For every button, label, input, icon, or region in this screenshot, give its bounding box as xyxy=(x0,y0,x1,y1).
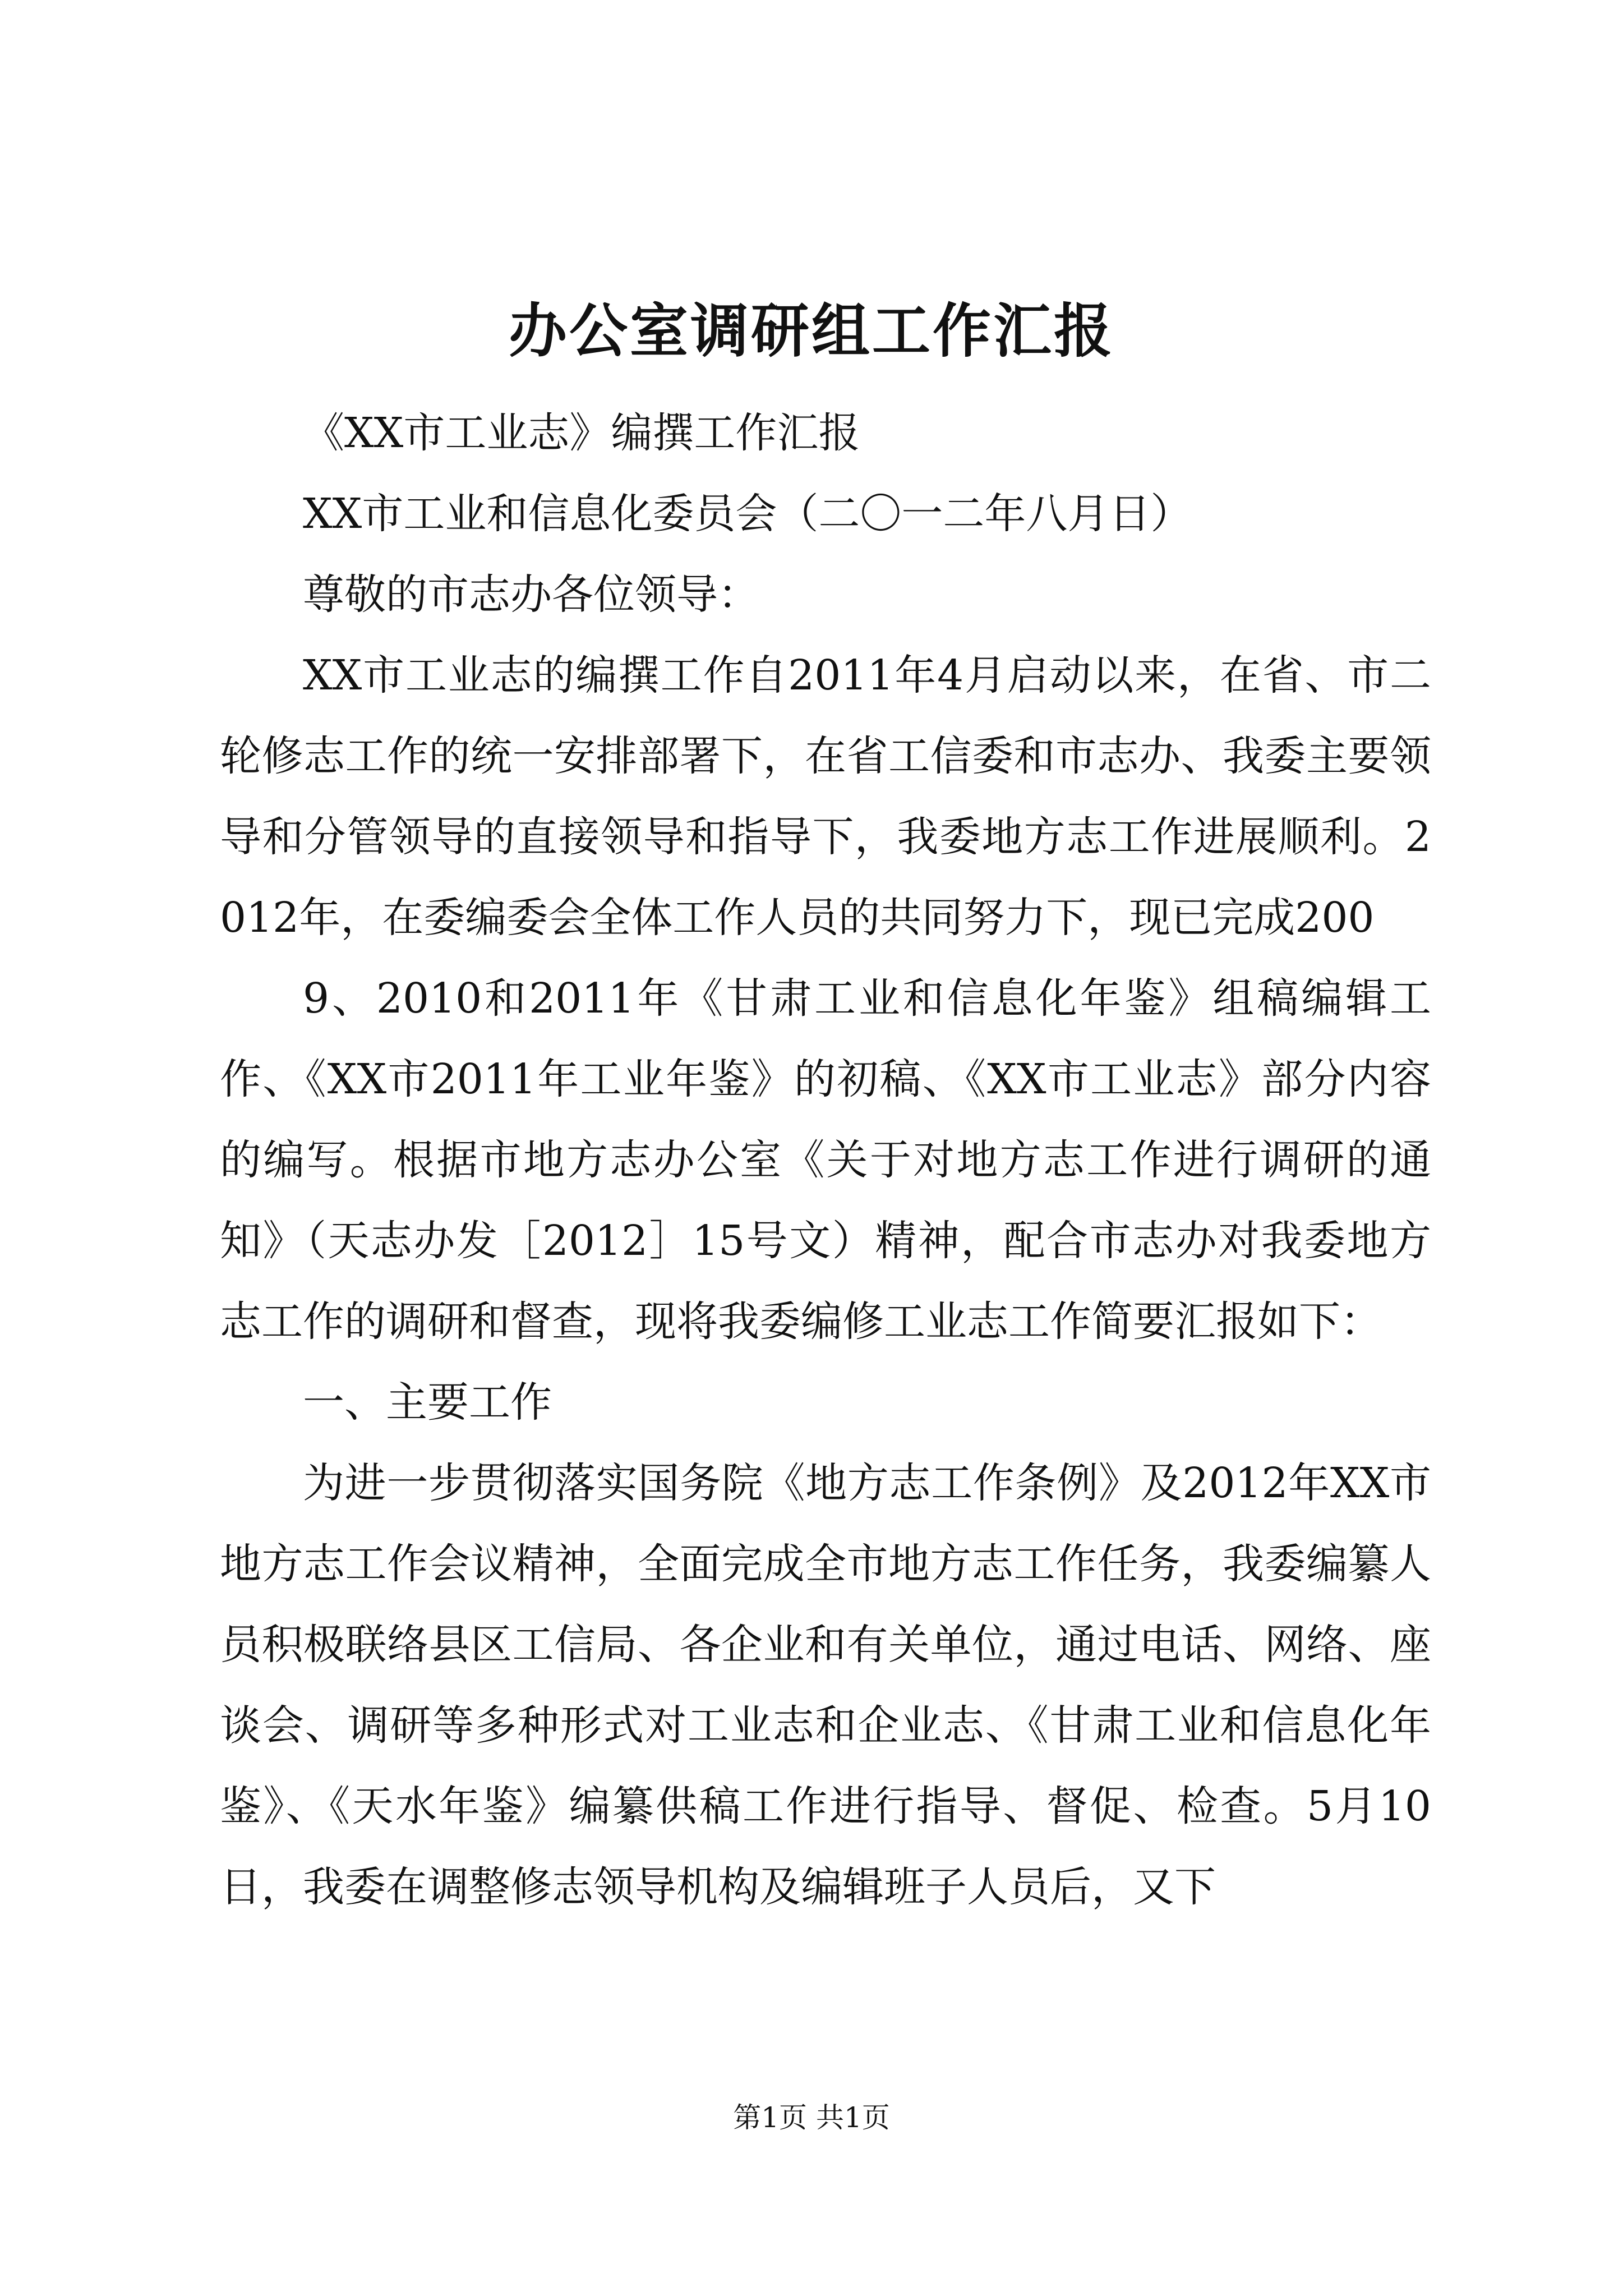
issuer-line: XX市工业和信息化委员会（二〇一二年八月日） xyxy=(303,490,1192,538)
body-paragraph: XX市工业志的编撰工作自2011年4月启动以来，在省、市二轮修志工作的统一安排部署下，在省工信委和市志办、我委主要领导和分管领导的直接领导和指导下，我委地方志工作进展顺利。2012年，在委编委会全体工作人员的共同努力下，现已完成200 xyxy=(220,651,1431,942)
salutation: 尊敬的市志办各位领导： xyxy=(303,570,759,619)
document-title: 办公室调研组工作汇报 xyxy=(508,296,1114,365)
section-heading: 一、主要工作 xyxy=(303,1378,552,1427)
body-paragraph: 9、2010和2011年《甘肃工业和信息化年鉴》组稿编辑工作、《XX市2011年工业年鉴》的初稿、《XX市工业志》部分内容的编写。根据市地方志办公室《关于对地方志工作进行调研的通知》（天志办发［2012］15号文）精神，配合市志办对我委地方志工作的调研和督查，现将我委编修工业志工作简要汇报如下： xyxy=(220,974,1431,1346)
body-paragraph: 为进一步贯彻落实国务院《地方志工作条例》及2012年XX市地方志工作会议精神，全面完成全市地方志工作任务，我委编纂人员积极联络县区工信局、各企业和有关单位，通过电话、网络、座谈会、调研等多种形式对工业志和企业志、《甘肃工业和信息化年鉴》、《天水年鉴》编纂供稿工作进行指导、督促、检查。5月10日，我委在调整修志领导机构及编辑班子人员后，又下 xyxy=(220,1459,1431,1911)
page-footer: 第1页 共1页 xyxy=(733,2101,890,2134)
report-subtitle: 《XX市工业志》编撰工作汇报 xyxy=(303,409,860,457)
document-body xyxy=(220,393,1431,1927)
